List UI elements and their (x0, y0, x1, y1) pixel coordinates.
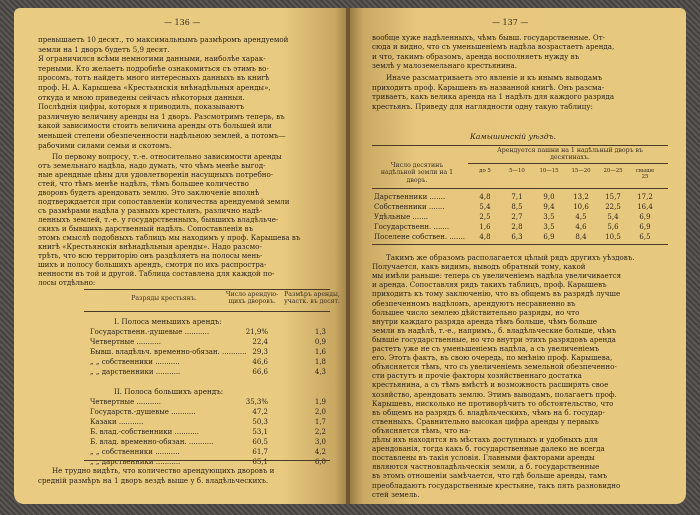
table-row-label: Четвертные ........... (90, 338, 161, 346)
table-bottom-rule (84, 460, 330, 461)
table-top-rule (372, 145, 668, 146)
table-cell: 7,1 (511, 193, 523, 201)
text-line: этомъ смыслѣ подобныхъ таблицъ мы находимъ у проф. Карышева въ (38, 233, 301, 242)
table-cell: 13,2 (573, 193, 589, 201)
table-cell: 3,5 (543, 223, 555, 231)
table-row-label: Удѣльные ....... (374, 213, 429, 221)
table-cell-households: 22,4 (252, 338, 268, 346)
table-cell: 5,4 (607, 213, 619, 221)
table-top-rule (84, 289, 330, 290)
text-line: ные арендные цѣны для удовлетворенія насущныхъ потребно- (38, 170, 274, 179)
table-header-category: Разряды крестьянъ. (131, 295, 197, 302)
table-cell-rent-size: 1,6 (314, 348, 326, 356)
text-line: Иначе разсматриваетъ это явленіе и къ инымъ выводамъ (386, 73, 603, 82)
table-title: Камышинскій уѣздъ. (470, 132, 557, 141)
table-cell-rent-size: 1,9 (314, 398, 326, 406)
page-number: — 136 — (164, 18, 201, 27)
text-line: сюда и видно, что съ уменьшеніемъ надѣла возрастаетъ аренда, (372, 42, 615, 52)
table-row-label: Собственники ....... (374, 203, 445, 211)
table-cell: 15,7 (605, 193, 621, 201)
table-cell: 5,6 (607, 223, 619, 231)
right-page (350, 8, 686, 504)
text-line: откуда и мною приведены сейчасъ нѣкоторыя данныя. (38, 92, 245, 102)
table-cell-rent-size: 0,9 (314, 338, 326, 346)
text-line: просомъ, тотъ найдетъ много интересныхъ данныхъ въ книгѣ (38, 73, 270, 83)
text-line: крестьянъ. Приведу для наглядности одну такую таблицу: (372, 101, 593, 111)
table-row-label: Государств.-душевые ........... (90, 408, 196, 416)
table-row-label: „ „ собственники ........... (90, 358, 180, 366)
text-line: крестьянина, а съ тѣмъ вмѣстѣ и возможность расширять свое (372, 380, 609, 390)
text-line: книгѣ «Крестьянскія внѣнадѣльныя аренды». Надо разсмо- (38, 242, 262, 251)
table-subheader: 15—20 (571, 168, 591, 174)
table-cell: 6,9 (543, 233, 555, 241)
table-cell: 8,5 (511, 203, 523, 211)
table-row-label: Казаки ........... (90, 418, 144, 426)
table-cell: 16,4 (637, 203, 653, 211)
text-line: подтверждается при сопоставленіи количества арендуемой земли (38, 197, 290, 206)
table-cell-households: 47,2 (252, 408, 268, 416)
table-subheader: 20—25 (603, 168, 623, 174)
text-line: превышаетъ 10 десят., то максимальнымъ размѣромъ арендуемой (38, 35, 289, 44)
table-cell: 6,9 (639, 213, 651, 221)
table-row-label: Поселене собствен. ....... (374, 233, 465, 241)
text-line: растетъ уже не съ уменьшеніемъ надѣла, а съ увеличеніемъ (372, 344, 600, 353)
table-cell-households: 21,9% (245, 328, 268, 336)
table-cell-households: 46,6 (252, 358, 268, 366)
table-cell-households: 65,1 (252, 458, 268, 466)
table-cell: 9,4 (543, 203, 555, 211)
table-cell: 2,8 (511, 223, 523, 231)
text-line: дворовъ будетъ арендовать землю. Это заключеніе вполнѣ (38, 188, 260, 197)
text-line: какой зависимости стоитъ величина аренды отъ большей или (38, 121, 272, 131)
table-cell: 4,5 (575, 213, 587, 221)
table-header-rule (84, 311, 330, 312)
table-row-label: „ „ собственники ........... (90, 448, 180, 456)
table-cell: 2,5 (479, 213, 491, 221)
table-cell-rent-size: 3,0 (314, 438, 326, 446)
text-line: и что, такимъ образомъ, аренда восполняетъ нужду въ (372, 51, 580, 61)
table-cell-households: 35,3% (245, 398, 268, 406)
text-line: сти растутъ и прочіе факторы хозяйственнаго достатка (372, 371, 582, 381)
table-subheader: 5—10 (509, 168, 525, 174)
text-line: рабочими силами семьи и скотомъ. (38, 140, 172, 150)
text-line: терными. Кто желаетъ подробнѣе ознакомиться съ этимъ во- (38, 63, 269, 73)
table-row-label: Государственн. ....... (374, 223, 450, 231)
text-line: съ размѣрами надѣла у разныхъ крестьянъ, различно надѣ- (38, 206, 263, 215)
table-cell-rent-size: 4,3 (314, 368, 326, 376)
text-line: большее число землею дѣйствительно разряды, но что (372, 307, 580, 317)
table-cell: 22,5 (605, 203, 621, 211)
text-line: земли въ надѣлѣ, т.-е., напримъ., б. владѣльческие больше, чѣмъ (372, 325, 617, 335)
text-line: являются частновладѣльческія земли, а б. государственные (372, 462, 600, 472)
table-cell: 9,0 (543, 193, 555, 201)
text-line: шихъ и полосу большихъ арендъ, смотря по ихъ распростра- (38, 260, 267, 269)
table-cell-rent-size: 6,0 (314, 458, 326, 466)
table-cell: 4,6 (575, 223, 587, 231)
text-line: объясняется тѣмъ, что съ увеличеніемъ земельной обезпеченно- (372, 362, 617, 372)
text-line: въ этомъ отношеніи замѣчается, что гдѣ больше аренды, тамъ (372, 471, 608, 481)
table-cell: 10,5 (605, 233, 621, 241)
text-line: внутри каждаго разряда аренда тѣмъ больше, чѣмъ больше (372, 316, 598, 326)
table-cell-households: 50,3 (252, 418, 268, 426)
text-line: По первому вопросу, т.-е. относительно зависимости аренды (52, 152, 282, 161)
text-line: вообще хуже надѣленныхъ, чѣмъ бывш. государственные. От- (372, 33, 606, 42)
table-cell-rent-size: 2,0 (314, 408, 326, 416)
text-line: стей, что тѣмъ менѣе надѣлъ, тѣмъ большее количество (38, 179, 249, 188)
text-line: трѣть, что всю территорію онъ раздѣляетъ на полосы мень- (38, 251, 263, 260)
table-cell-households: 53,1 (252, 428, 268, 436)
table-header-rule (372, 188, 668, 189)
open-book (14, 8, 686, 504)
text-line: хозяйство, арендовать землю. Этимъ выводамъ, полагаетъ проф. (372, 389, 617, 399)
table-cell-rent-size: 1,8 (314, 358, 326, 366)
table-header-span: Арендуется пашни на 1 надѣльный дворъ въ десятинахъ. (497, 147, 643, 162)
table-bottom-rule (372, 244, 668, 245)
text-line: ленныхъ землей, т.-е. у государственныхъ, бывшихъ владѣльче- (38, 215, 279, 224)
table-subheader-rule (468, 163, 668, 164)
text-line: земли на 1 дворъ будетъ 5,9 десят. (38, 44, 170, 54)
table-cell: 4,8 (479, 193, 491, 201)
table-cell-households: 66,6 (252, 368, 268, 376)
table-cell: 2,7 (511, 213, 523, 221)
text-line: Я ограничился всѣми немногими данными, наиболѣе харак- (38, 54, 266, 64)
table-cell: 6,5 (639, 233, 651, 241)
text-line: меньшей степени обезпеченности надѣльною землей, а потомъ— (38, 131, 286, 140)
text-line: лосы отдѣльно: (38, 278, 96, 287)
table-row-label: Б. влад.-собственники ........... (90, 428, 200, 436)
table-row-label: Четвертные ........... (90, 398, 161, 406)
text-line: бывшіе государственные, но что внутри этихъ разрядовъ аренда (372, 334, 616, 344)
table-row-label: Бывш. владѣльч. временно-обязан. ........... (90, 348, 247, 356)
table-row-label: „ „ дарственники ........... (90, 368, 181, 376)
text-line: преобладаютъ государственные крестьяне, такъ пять разновидно (372, 480, 621, 490)
text-line: ненности въ той и другой. Таблица составлена для каждой по- (38, 269, 275, 278)
table-cell: 4,8 (479, 233, 491, 241)
text-line: Получается, какъ видимъ, выводъ обратный тому, какой (372, 262, 586, 272)
page-number: — 137 — (492, 18, 529, 27)
text-line: различную величину аренды на 1 дворъ. Разсмотримъ теперь, въ (38, 111, 285, 121)
table-cell-households: 60,5 (252, 438, 268, 446)
left-page (14, 8, 348, 504)
text-line: Не трудно видѣть, что количество арендующихъ дворовъ и (52, 466, 275, 475)
table-cell-households: 61,7 (252, 448, 268, 456)
text-line: арендованія, тогда какъ б. государственные далеко не всегда (372, 444, 605, 454)
text-line: объясняется тѣмъ, что на- (372, 425, 471, 435)
table-subheader: 10—15 (539, 168, 559, 174)
text-line: Карышевъ, нисколько не противорѣчитъ то обстоятельство, что (372, 398, 614, 408)
table-header-land: Число десятинъ надѣльной земли на 1 дворъ. (380, 162, 454, 184)
table-header-rent-size: Размѣръ аренды, участк. въ десят. (284, 291, 340, 306)
table-cell-rent-size: 1,3 (314, 328, 326, 336)
text-line: триваетъ, какъ велика аренда на 1 надѣлъ для каждого разряда (372, 92, 615, 102)
table-row-label: „ „ дарственники ........... (90, 458, 181, 466)
text-line: скихъ и бывшихъ дарственный надѣлъ. Сопоставленія въ (38, 224, 254, 233)
text-line: отъ земельнаго надѣла, надо думать, что чѣмъ менѣе выгод- (38, 161, 266, 170)
text-line: землѣ у малоземельнаго крестьянина. (372, 61, 518, 71)
table-subheader: свыше 25 (635, 168, 655, 180)
table-cell-rent-size: 4,2 (314, 448, 326, 456)
text-line: въ общемъ на разрядъ б. владѣльческихъ, чѣмъ на б. государ- (372, 407, 605, 417)
table-section-title: I. Полоса меньшихъ арендъ: (114, 317, 222, 326)
text-line: мы имѣли раньше: теперь съ увеличеніемъ надѣла увеличивается (372, 271, 622, 281)
table-cell: 8,4 (575, 233, 587, 241)
text-line: средній размѣръ на 1 дворъ вездѣ выше у б. владѣльческихъ. (38, 475, 269, 485)
table-header-households: Число арендую-щихъ дворовъ. (225, 291, 279, 306)
table-cell: 6,9 (639, 223, 651, 231)
text-line: проф. Н. А. Карышева «Крестьянскія внѣнадѣльныя аренды», (38, 83, 271, 92)
table-row-label: Дарственники ....... (374, 193, 446, 201)
table-row-label: Б. влад. временно-обязан. ........... (90, 438, 214, 446)
text-line: приходитъ къ тому заключенію, что въ общемъ въ разрядѣ лучше (372, 289, 621, 299)
text-line: дѣлы ихъ находятся въ мѣстахъ доступныхъ и удобныхъ для (372, 435, 598, 444)
table-cell-rent-size: 1,7 (314, 418, 326, 426)
table-cell-rent-size: 2,2 (314, 428, 326, 436)
text-line: ственныхъ. Сравнительно высокая цифра аренды у первыхъ (372, 416, 599, 426)
table-subheader: до 5 (479, 168, 491, 174)
text-line: Такимъ же образомъ располагается цѣлый рядъ другихъ уѣздовъ. (386, 253, 635, 262)
table-cell: 3,5 (543, 213, 555, 221)
text-line: Послѣднія цифры, которыя я приводилъ, показываютъ (38, 102, 245, 112)
text-line: приходитъ проф. Карышевъ въ названной книгѣ. Онъ разсма- (372, 82, 605, 92)
text-line: обезпеченномъ надѣломъ, арендуютъ несравненно въ (372, 298, 576, 308)
table-cell: 17,2 (637, 193, 653, 201)
table-cell-households: 29,3 (252, 348, 268, 356)
table-cell: 6,3 (511, 233, 523, 241)
text-line: его. Этотъ фактъ, въ свою очередь, по мнѣнію проф. Карышева, (372, 353, 613, 363)
text-line: стей земель. (372, 489, 420, 499)
table-cell: 10,6 (573, 203, 589, 211)
table-section-title: II. Полоса большихъ арендъ: (114, 387, 224, 396)
table-cell: 1,6 (479, 223, 491, 231)
text-line: и аренда. Сопоставляя рядъ такихъ таблицъ, проф. Карышевъ (372, 280, 607, 290)
table-row-label: Государственн.-душевые ........... (90, 328, 210, 336)
text-line: поставлены въ такія условія. Главными факторами аренды (372, 453, 595, 463)
table-cell: 5,4 (479, 203, 491, 211)
